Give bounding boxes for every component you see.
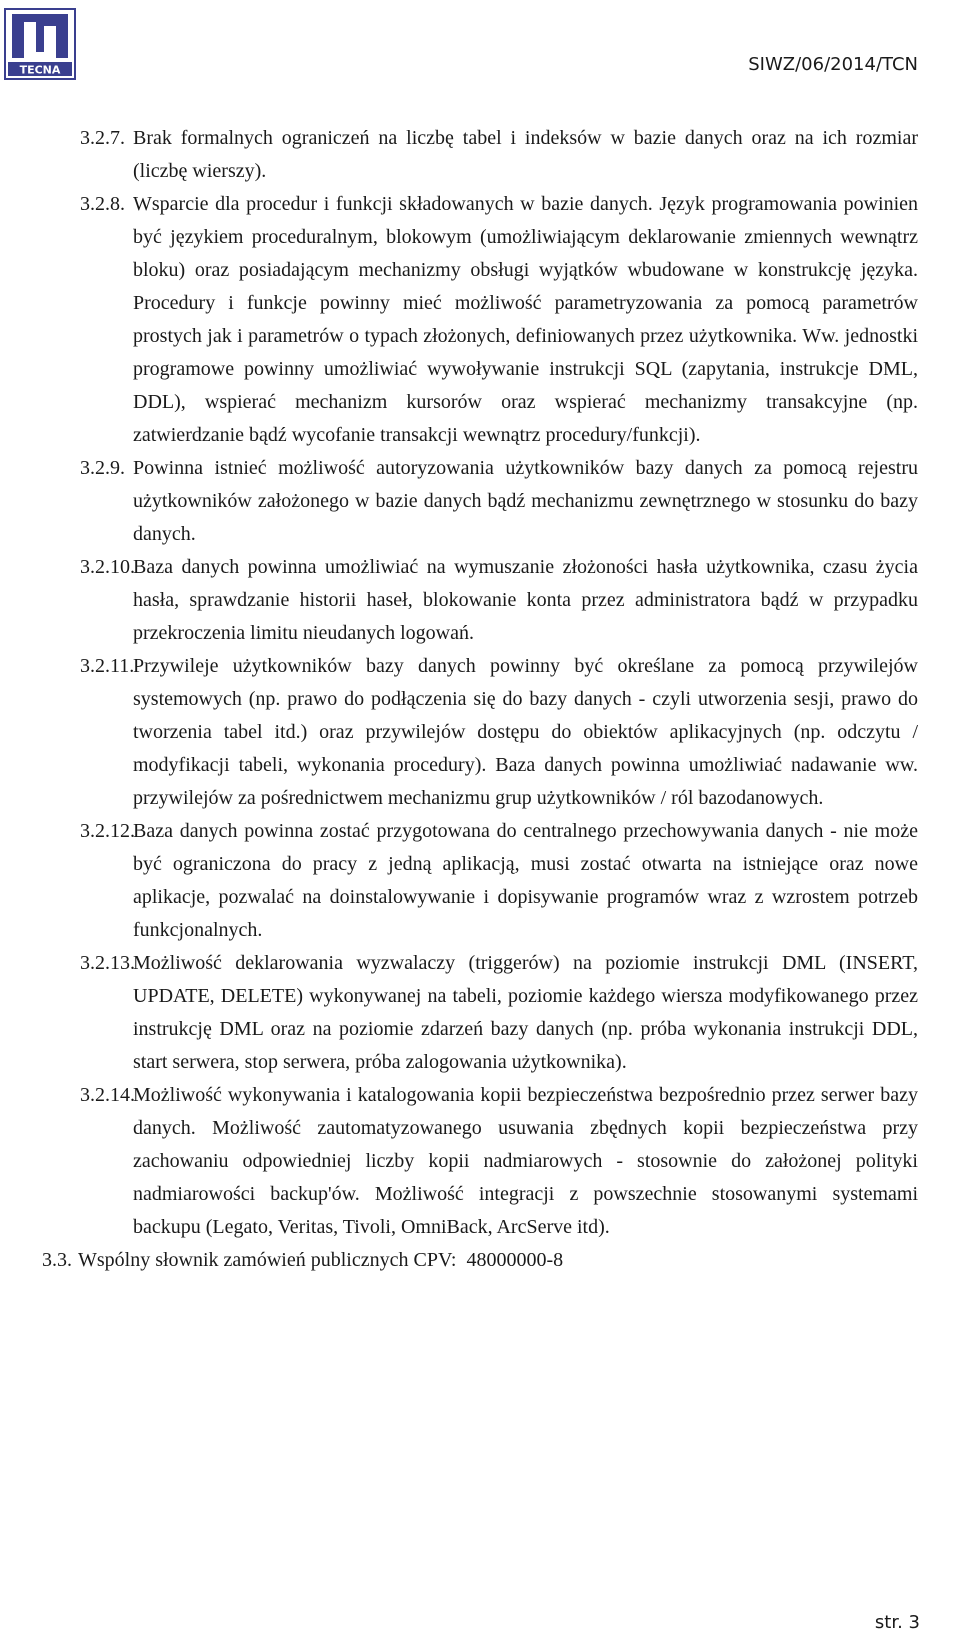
- item-text: Baza danych powinna umożliwiać na wymuszanie złożoności hasła użytkownika, czasu życia hasła, sprawdzanie historii haseł, blokowanie konta przez administratora bądź w przypadku przekroczenia limitu nieudanych logowań.: [133, 556, 918, 644]
- item-text: Baza danych powinna zostać przygotowana do centralnego przechowywania danych - nie może być ograniczona do pracy z jedną aplikacją, musi zostać otwarta na istniejące oraz nowe aplikacje, pozwalać na doinstalowywanie i dopisywanie programów wraz z wzrostem potrzeb funkcjonalnych.: [133, 820, 918, 941]
- item-number: 3.2.14.: [80, 1084, 135, 1106]
- item-number: 3.2.8.: [80, 193, 125, 215]
- list-item-3-2-8: [0, 188, 960, 452]
- item-number: 3.2.10.: [80, 556, 135, 578]
- item-text: Możliwość deklarowania wyzwalaczy (triggerów) na poziomie instrukcji DML (INSERT, UPDATE, DELETE) wykonywanej na tabeli, poziomie każdego wiersza modyfikowanego przez instrukcję DML oraz na poziomie zdarzeń bazy danych (np. próba wykonania instrukcji DDL, start serwera, stop serwera, próba zalogowania użytkownika).: [133, 952, 918, 1073]
- list-item-3-2-13: [0, 947, 960, 1079]
- list-item-3-2-11: [0, 650, 960, 815]
- item-number: 3.2.12.: [80, 820, 135, 842]
- document-body: [0, 122, 960, 1277]
- cpv-code: 48000000-8: [466, 1249, 564, 1271]
- item-number: 3.2.13.: [80, 952, 135, 974]
- list-item-3-2-7: [0, 122, 960, 188]
- section-number: 3.3.: [42, 1249, 72, 1271]
- list-item-3-2-10: [0, 551, 960, 650]
- tecna-logo: [4, 8, 76, 80]
- item-text: Przywileje użytkowników bazy danych powinny być określane za pomocą przywilejów systemowych (np. prawo do podłączenia się do bazy danych - czyli utworzenia sesji, prawo do tworzenia tabel itd.) oraz przywilejów dostępu do obiektów aplikacyjnych (np. odczytu / modyfikacji tabeli, wykonania procedury). Baza danych powinna umożliwiać nadawanie ww. przywilejów za pośrednictwem mechanizmu grup użytkowników / ról bazodanowych.: [133, 655, 918, 809]
- list-item-3-2-14: [0, 1079, 960, 1244]
- list-item-3-2-12: [0, 815, 960, 947]
- item-text: Możliwość wykonywania i katalogowania kopii bezpieczeństwa bezpośrednio przez serwer bazy danych. Możliwość zautomatyzowanego usuwania zbędnych kopii bezpieczeństwa przy zachowaniu odpowiedniej liczby kopii nadmiarowych - stosownie do założonej polityki nadmiarowości backup'ów. Możliwość integracji z powszechnie stosowanymi systemami backupu (Legato, Veritas, Tivoli, OmniBack, ArcServe itd).: [133, 1084, 918, 1238]
- svg-text:TECNA: TECNA: [19, 63, 61, 77]
- item-number: 3.2.7.: [80, 127, 125, 149]
- section-label: Wspólny słownik zamówień publicznych CPV:: [78, 1249, 457, 1271]
- page-number: str. 3: [874, 1612, 920, 1633]
- item-text: Brak formalnych ograniczeń na liczbę tabel i indeksów w bazie danych oraz na ich rozmiar (liczbę wierszy).: [133, 127, 918, 182]
- list-item-3-2-9: [0, 452, 960, 551]
- item-number: 3.2.9.: [80, 457, 125, 479]
- document-reference: SIWZ/06/2014/TCN: [748, 54, 918, 75]
- item-text: Wsparcie dla procedur i funkcji składowanych w bazie danych. Język programowania powinien być językiem proceduralnym, blokowym (umożliwiającym deklarowanie zmiennych wewnątrz bloku) oraz posiadającym mechanizmy obsługi wyjątków wbudowane w konstrukcję języka. Procedury i funkcje powinny mieć możliwość parametryzowania za pomocą parametrów prostych jak i parametrów o typach złożonych, definiowanych przez użytkownika. Ww. jednostki programowe powinny umożliwiać wywoływanie instrukcji SQL (zapytania, instrukcje DML, DDL), wspierać mechanizm kursorów oraz wspierać mechanizmy transakcyjne (np. zatwierdzanie bądź wycofanie transakcji wewnątrz procedury/funkcji).: [133, 193, 918, 446]
- item-text: Powinna istnieć możliwość autoryzowania użytkowników bazy danych za pomocą rejestru użytkowników założonego w bazie danych bądź mechanizmu zewnętrznego w stosunku do bazy danych.: [133, 457, 918, 545]
- item-number: 3.2.11.: [80, 655, 135, 677]
- section-3-3: [0, 1244, 960, 1277]
